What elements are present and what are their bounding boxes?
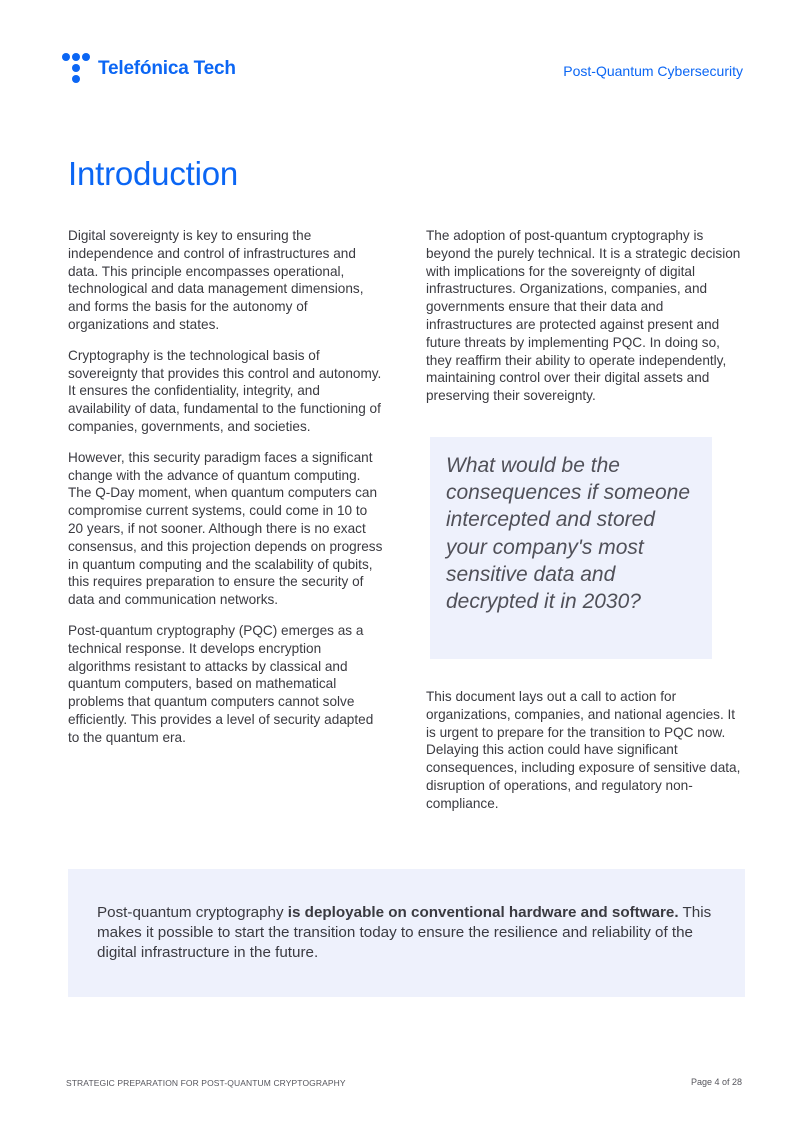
footer-page-number: Page 4 of 28: [690, 1077, 742, 1087]
callout-rest: This makes it possible to start the transition today to ensure the resilience and reliability of the digital infrastructure in the future.: [97, 904, 712, 961]
paragraph-quantum-threat: However, this security paradigm faces a significant change with the advance of quantum computing. The Q-Day moment, when quantum computers can compromise current systems, could come in 10 to 20 years, if not sooner. Although there is no exact consensus, and this projection depends on progress in quantum computing and the scalability of qubits, this requires preparation to ensure the security of data and communication networks.: [68, 449, 383, 608]
section-label: Post-Quantum Cybersecurity: [563, 63, 743, 79]
paragraph-adoption: The adoption of post-quantum cryptography is beyond the purely technical. It is a strategic decision with implications for the sovereignty of digital infrastructures. Organizations, companies, and governments ensure that their data and infrastructures are protected against present and future threats by implementing PQC. In doing so, they reaffirm their ability to operate independently, maintaining control over their digital assets and preserving their sovereignty.: [426, 228, 741, 404]
logo-wordmark: Telefónica Tech: [98, 58, 236, 79]
right-column: [426, 227, 744, 418]
pull-quote-text: What would be the consequences if someone intercepted and stored your company's most sensitive data and decrypted it in 2030?: [446, 454, 690, 614]
callout-bold: is deployable on conventional hardware and software.: [287, 904, 679, 921]
paragraph-pqc: Post-quantum cryptography (PQC) emerges as a technical response. It develops encryption algorithms resistant to attacks by classical and quantum computers, based on mathematical problems that quantum computers cannot solve efficiently. This provides a level of security adapted to the quantum era.: [68, 622, 374, 745]
telefonica-tech-logo: [62, 52, 236, 86]
page-title: Introduction: [68, 155, 239, 192]
footer-document-title: STRATEGIC PREPARATION FOR POST-QUANTUM CRYPTOGRAPHY: [66, 1078, 346, 1088]
pull-quote-box: [430, 437, 712, 659]
callout-box: [68, 869, 745, 997]
paragraph-cryptography: Cryptography is the technological basis of sovereignty that provides this control and autonomy. It ensures the confidentiality, integrity, and availability of data, fundamental to the functioning of companies, governments, and societies.: [68, 347, 382, 434]
paragraph-call-to-action: This document lays out a call to action for organizations, companies, and national agencies. It is urgent to prepare for the transition to PQC now. Delaying this action could have significant consequences, including exposure of sensitive data, disruption of operations, and regulatory non-compliance.: [426, 689, 741, 811]
paragraph-digital-sovereignty: Digital sovereignty is key to ensuring the independence and control of infrastructures and data. This principle encompasses operational, technological and data management dimensions, and forms the basis for the autonomy of organizations and states.: [68, 228, 364, 332]
callout-lead: Post-quantum cryptography: [97, 904, 288, 921]
page-header: [0, 0, 800, 100]
callout-text: [97, 903, 727, 963]
left-column: [68, 227, 384, 760]
telefonica-dots-logo-icon: [62, 52, 94, 86]
